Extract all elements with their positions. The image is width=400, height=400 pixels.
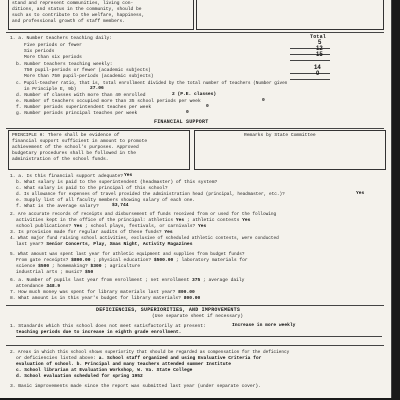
section-divider [6, 128, 384, 129]
question-h1f: f. What is the average salary? [16, 204, 99, 209]
h5-music-label: ; music? [60, 270, 83, 275]
question-h7 [10, 290, 195, 295]
top-remarks-box [196, 0, 384, 30]
principle-h-line: financial support sufficient in amount to promote [12, 139, 148, 144]
question-h4-cont [16, 242, 192, 247]
question-1f: f. Number periods superintendent teaches per week [16, 105, 152, 110]
over-35-periods-value: 0 [262, 98, 265, 103]
deficiency-2-value: a. School staff organized and using Evaluative Criteria for [98, 356, 262, 361]
top-block-line: and professional growth of staff members. [12, 19, 126, 24]
section-divider [6, 345, 384, 346]
row-label: Six periods [24, 49, 55, 54]
h5-gate-value: $800.00 [71, 258, 91, 263]
h5-pe-label: ; physical education? [93, 258, 152, 263]
row-value: 12 [316, 46, 323, 52]
classes-over-40-value: 2 (P.E. classes) [172, 92, 217, 97]
question-h6 [10, 278, 244, 283]
row-label: More than 750 pupil-periods (academic subjects) [24, 74, 154, 79]
question-h6-cont [16, 284, 60, 289]
section-divider [6, 305, 384, 306]
h5-industrial-label: industrial arts [16, 270, 58, 275]
h8-label: 8. What amount is in this year's budget for library materials? [10, 296, 181, 301]
h2-publications-label: school publications? [16, 224, 72, 229]
row-value: 14 [314, 65, 321, 71]
total-column-label: Total [310, 34, 327, 40]
question-h2-cont [16, 218, 250, 223]
fill-line [16, 336, 382, 337]
fill-line [290, 60, 330, 61]
question-1g: g. Number periods principal teaches per week [16, 111, 138, 116]
question-1c-cont: in Principle E, 9b) [24, 87, 77, 92]
deficiency-2-label: or deficiencies listed above: [16, 356, 96, 361]
question-h8 [10, 296, 200, 301]
fill-line [290, 48, 330, 49]
deficiency-1-value-cont: teaching periods due to increase in eighth grade enrollment. [16, 330, 182, 335]
h2-contests-label: ; athletic contests [186, 218, 240, 223]
principle-h-line: budgetary procedures shall be followed in the [12, 151, 137, 156]
row-value: 15 [316, 52, 323, 58]
deficiencies-heading: DEFICIENCIES, SUPERIORITIES, AND IMPROVEMENTS [96, 307, 241, 313]
fill-line [290, 54, 330, 55]
fill-line [290, 79, 330, 80]
top-block-line: such as to contribute to the welfare, happiness, [12, 13, 145, 18]
row-label: 750 pupil-periods or fewer (academic subjects) [24, 68, 151, 73]
h5-homemaking-label: ; homemaking? [51, 264, 88, 269]
question-h3 [10, 230, 173, 235]
question-h5-cont [16, 258, 248, 263]
remarks-title: Remarks by State Committee [244, 133, 316, 138]
section-divider [6, 32, 384, 33]
fill-line [290, 73, 330, 74]
row-value: 0 [316, 71, 320, 77]
principle-h-line: administration of the school funds. [12, 157, 109, 162]
h6-net-label: ; net enrollment [145, 278, 190, 283]
question-h1d: d. Is allowance for expenses of travel provided the administration head (principal, headmaster, etc.)? [16, 192, 285, 197]
question-1b: b. Number teachers teaching weekly: [16, 62, 113, 67]
question-h5-cont2 [16, 264, 140, 269]
question-h5: 5. What amount was spent last year for athletic equipment and supplies from budget funds? [10, 252, 245, 257]
deficiency-1-value: Increase in more weekly [232, 323, 296, 328]
h4-label: last year? [16, 242, 44, 247]
h2-plays-label: ; school plays, festivals, or carnivals? [84, 224, 196, 229]
question-1e: e. Number of teachers occupied more than 35 school periods per week [16, 99, 201, 104]
h2-contests-value: Yes [242, 218, 251, 223]
top-block-line: ditions, and status in the community, should be [12, 7, 142, 12]
deficiency-3: 3. Basic improvements made since the report was submitted last year (under separate cover). [10, 384, 261, 389]
adequate-value: Yes [124, 173, 133, 178]
question-1c: c. Pupil-teacher ratio, that is, total enrollment divided by the total number of teachers (Number given [16, 81, 288, 86]
deficiencies-subheading: (Use separate sheet if necessary) [152, 314, 243, 319]
h2-publications-value: Yes [73, 224, 83, 229]
h6-label: 6. a. Number of pupils last year from enrollment [10, 278, 143, 283]
principle-h-line: PRINCIPLE H: There shall be evidence of [12, 133, 120, 138]
h8-value: 800.00 [183, 296, 201, 301]
deficiency-1: 1. Standards which this school does not meet satisfactorily at present: [10, 324, 206, 329]
question-h2: 2. Are accurate records of receipts and disbursement of funds received from or used for the following [10, 212, 277, 217]
h3-value: Yes [164, 230, 173, 235]
h6-attendance-label: attendance [16, 284, 44, 289]
deficiency-2-value-d: d. School evaluation scheduled for spring 1952 [16, 374, 143, 379]
question-h1c: c. What salary is paid to the principal of this school? [16, 186, 168, 191]
deficiency-2-value-b: evaluation of school. b. Principal and many teachers attended summer Institute [16, 362, 232, 367]
page-edge [391, 0, 392, 398]
question-h5-cont3 [16, 270, 93, 275]
h5-music-value: $50 [84, 270, 94, 275]
question-h1e: e. Supply list of all faculty members showing salary of each one. [16, 198, 196, 203]
ratio-value: 27.06 [90, 86, 104, 91]
question-1a: 1. a. Number teachers teaching daily: [10, 36, 112, 41]
row-value: 5 [318, 40, 322, 46]
h6-net-value: 375 [191, 278, 201, 283]
h5-gate-label: From gate receipts? [16, 258, 69, 263]
row-label: Five periods or fewer [24, 43, 82, 48]
h2-athletics-label: activities kept in the office of the principal: athletics [16, 218, 174, 223]
h4-value: Senior Concerts, Play, Xmas Night, Activity Magazines [46, 242, 193, 247]
principle-h-line: achievement of the school's purposes. Approved [12, 145, 139, 150]
top-block-line: stand and represent communities, living con- [12, 1, 134, 6]
h7-label: 7. How much money was spent for library materials last year? [10, 290, 176, 295]
h7-value: 800.00 [178, 290, 195, 295]
h6-avg-label: ; average daily [203, 278, 245, 283]
h6-attendance-value: 348.9 [46, 284, 61, 289]
h5-science-label: science [16, 264, 36, 269]
h2-athletics-value: Yes [175, 218, 185, 223]
principal-periods-value: 0 [186, 110, 189, 115]
question-h1a: 1. a. Is this financial support adequate? [10, 174, 124, 179]
question-h2-cont2 [16, 224, 206, 229]
average-salary-value: $3,744 [112, 203, 129, 208]
h5-lab-label: ; laboratory materials for [175, 258, 248, 263]
h2-plays-value: Yes [198, 224, 207, 229]
deficiency-2-value-c: c. School librarian at Evaluation Workshop, W. Va. State College [16, 368, 193, 373]
financial-support-heading: FINANCIAL SUPPORT [154, 119, 209, 125]
h5-pe-value: $500.00 [153, 258, 174, 263]
deficiency-2: 2. Areas in which this school shows superiority that should be regarded as compensation for the deficiency [10, 350, 290, 355]
h5-science-value: $500 [38, 264, 50, 269]
question-h4: 4. What major fund raising school activities, exclusive of scheduled athletic contests, were conducted [10, 236, 279, 241]
h3-label: 3. Is provision made for regular audits of these funds? [10, 230, 162, 235]
question-1d: d. Number of classes with more than 40 enrolled [16, 93, 146, 98]
superintendent-periods-value: 0 [206, 104, 209, 109]
row-label: More than six periods [24, 55, 82, 60]
travel-allowance-value: Yes [356, 191, 365, 196]
h5-agriculture-label: ; agriculture [104, 264, 141, 269]
h5-homemaking-value: $300 [90, 264, 102, 269]
question-h1b: b. What salary is paid to the superintendent (headmaster) of this system? [16, 180, 218, 185]
deficiency-2-cont [16, 356, 261, 361]
